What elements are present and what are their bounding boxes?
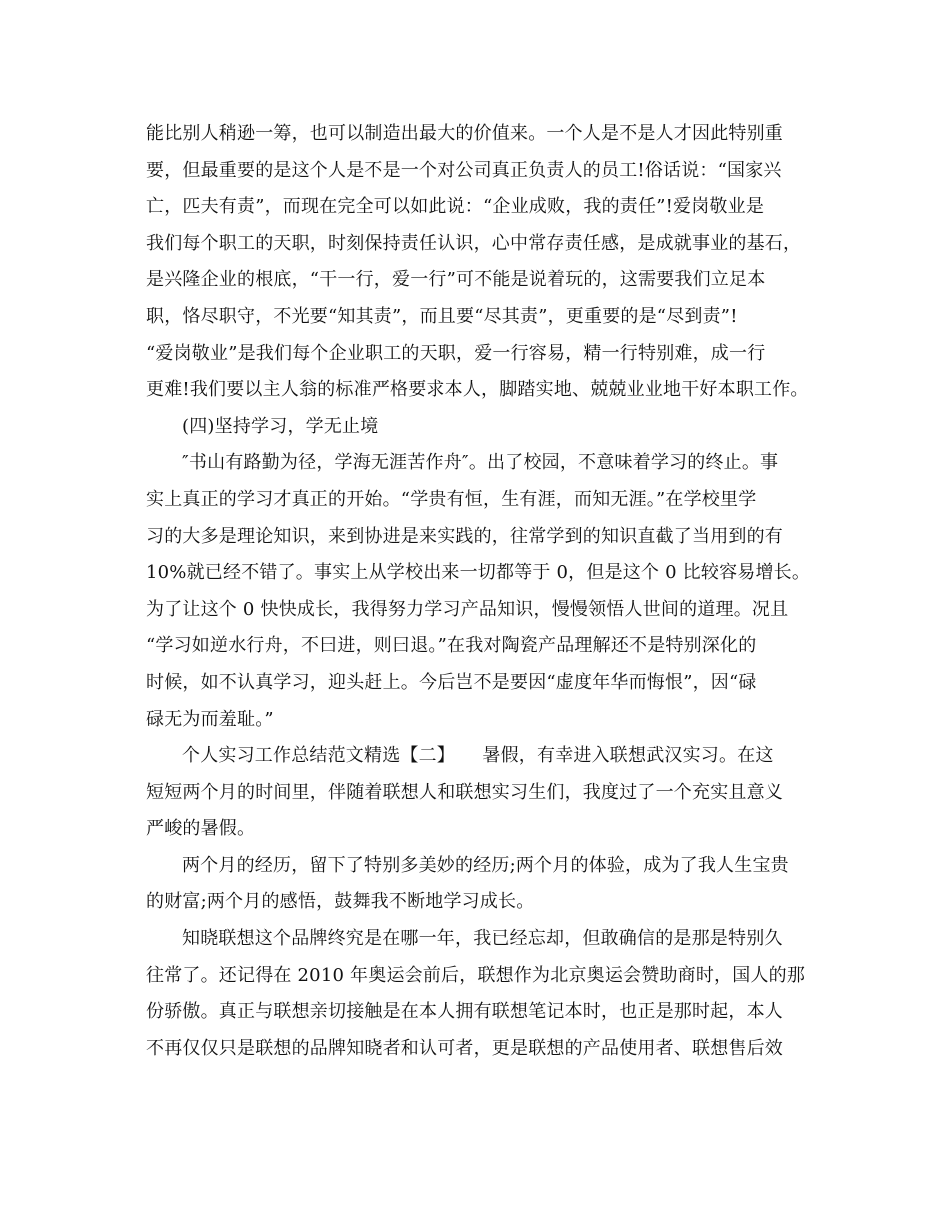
text-line: 知晓联想这个品牌终究是在哪一年，我已经忘却，但敢确信的是那是特别久: [182, 928, 783, 950]
text-line: 份骄傲。真正与联想亲切接触是在本人拥有联想笔记本时，也正是那时起，本人: [146, 1001, 783, 1023]
text-line: “学习如逆水行舟，不曰进，则曰退。”在我对陶瓷产品理解还不是特别深化的: [146, 635, 757, 657]
text-line: 严峻的暑假。: [146, 818, 256, 840]
text-line: 时候，如不认真学习，迎头赶上。今后岂不是要因“虚度年华而悔恨”，因“碌: [146, 671, 757, 693]
text-line: 是兴隆企业的根底，“干一行，爱一行”可不能是说着玩的，这需要我们立足本: [146, 269, 766, 291]
text-line: 往常了。还记得在 2010 年奥运会前后，联想作为北京奥运会赞助商时，国人的那: [146, 964, 806, 986]
text-line: 实上真正的学习才真正的开始。“学贵有恒，生有涯，而知无涯。”在学校里学: [146, 488, 757, 510]
text-line: 不再仅仅只是联想的品牌知晓者和认可者，更是联想的产品使用者、联想售后效: [146, 1037, 783, 1059]
text-line: 职，恪尽职守，不光要“知其责”，而且要“尽其责”，更重要的是“尽到责”!: [146, 305, 738, 327]
text-line: 能比别人稍逊一筹，也可以制造出最大的价值来。一个人是不是人才因此特别重: [146, 123, 783, 144]
text-line: 我们每个职工的天职，时刻保持责任认识，心中常存责任感，是成就事业的基石，: [146, 232, 802, 254]
text-line: 短短两个月的时间里，伴随着联想人和联想实习生们，我度过了一个充实且意义: [146, 781, 783, 803]
document-body: [146, 116, 822, 1067]
section-heading: (四)坚持学习，学无止境: [182, 415, 379, 437]
text-line: 要，但最重要的是这个人是不是一个对公司真正负责人的员工!俗话说：“国家兴: [146, 159, 782, 181]
text-line: 的财富;两个月的感悟，鼓舞我不断地学习成长。: [146, 891, 535, 913]
text-line: “爱岗敬业”是我们每个企业职工的天职，爱一行容易，精一行特别难，成一行: [146, 342, 766, 364]
text-line: 为了让这个 0 快快成长，我得努力学习产品知识，慢慢领悟人世间的道理。况且: [146, 598, 789, 620]
text-line: 亡，匹夫有责”，而现在完全可以如此说：“企业成败，我的责任”!爱岗敬业是: [146, 196, 765, 218]
text-line: 个人实习工作总结范文精选【二】 暑假，有幸进入联想武汉实习。在这: [182, 745, 774, 767]
text-line: 习的大多是理论知识，来到协进是来实践的，往常学到的知识直截了当用到的有: [146, 525, 783, 547]
text-line: 更难!我们要以主人翁的标准严格要求本人，脚踏实地、兢兢业业地干好本职工作。: [146, 379, 809, 401]
text-line: 碌无为而羞耻。”: [146, 708, 274, 730]
text-line: 10%就已经不错了。事实上从学校出来一切都等于 0，但是这个 0 比较容易增长。: [146, 562, 811, 584]
text-line: ″书山有路勤为径，学海无涯苦作舟″。出了校园，不意味着学习的终止。事: [182, 452, 779, 474]
text-line: 两个月的经历，留下了特别多美妙的经历;两个月的体验，成为了我人生宝贵: [182, 854, 789, 876]
